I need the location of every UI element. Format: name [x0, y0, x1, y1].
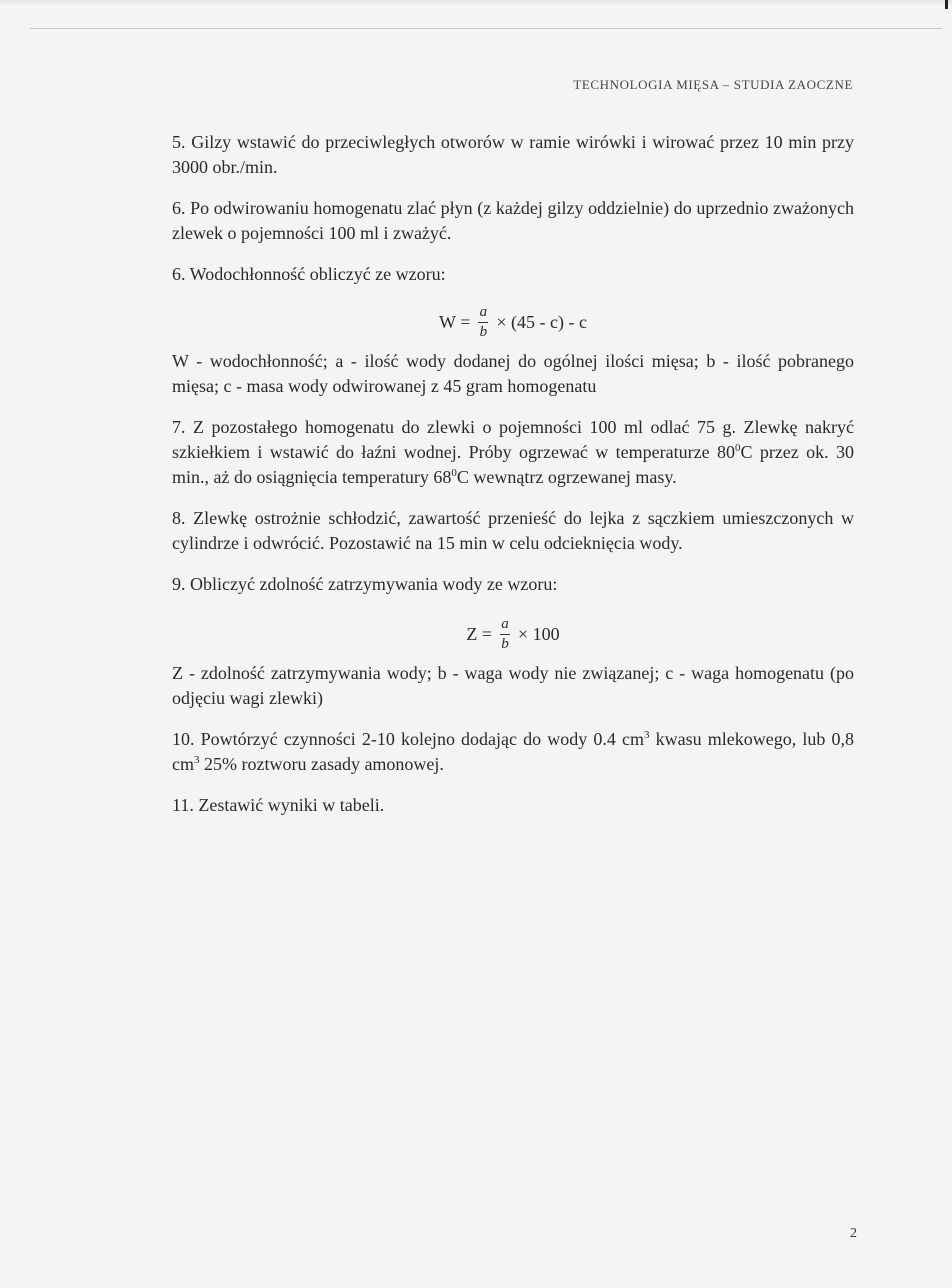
step-7-text-1: 7. Z pozostałego homogenatu do zlewki o pojemności 100 ml odlać 75 g. Zlewkę nakryć szkiełkiem i wstawić do łaźni wodnej. Próby ogrzewać w temperaturze 80: [172, 417, 854, 462]
formula1-fraction: [478, 304, 488, 341]
formula-wodochlonnosc: [172, 299, 854, 345]
formula2-numerator: a: [501, 615, 509, 632]
legend-2: Z - zdolność zatrzymywania wody; b - waga wody nie związanej; c - waga homogenatu (po odjęciu wagi zlewki): [172, 663, 854, 708]
formula1-lhs: W =: [439, 311, 471, 332]
formula2-fraction: [500, 616, 510, 653]
step-7-text-2: C przez ok. 30 min., aż do osiągnięcia temperatury 68: [172, 442, 855, 487]
step-9: 9. Obliczyć zdolność zatrzymywania wody ze wzoru:: [172, 574, 558, 594]
corner-mark: [945, 0, 948, 9]
fraction-bar: [500, 634, 510, 635]
step-10-text-1: 10. Powtórzyć czynności 2-10 kolejno dodając do wody 0.4 cm: [172, 729, 645, 749]
step-5: 5. Gilzy wstawić do przeciwległych otworów w ramie wirówki i wirować przez 10 min przy 3000 obr./min.: [172, 132, 854, 177]
step-10-text-2: kwasu mlekowego, lub 0,8 cm: [172, 729, 854, 774]
page-number: 2: [850, 1226, 857, 1241]
step-7-text-3: C wewnątrz ogrzewanej masy.: [456, 467, 677, 487]
fraction-bar: [478, 322, 488, 323]
formula1-rhs: × (45 - c) - c: [496, 311, 587, 332]
step-10: [172, 727, 854, 777]
degree-sup-2: 0: [451, 467, 457, 479]
top-rule: [30, 28, 942, 29]
formula-zdolnosc: [172, 611, 854, 657]
step-11: 11. Zestawić wyniki w tabeli.: [172, 795, 385, 815]
running-header: TECHNOLOGIA MIĘSA – STUDIA ZAOCZNE: [573, 77, 853, 92]
formula2-denominator: b: [501, 635, 509, 652]
step-6a: 6. Po odwirowaniu homogenatu zlać płyn (z każdej gilzy oddzielnie) do uprzednio zważonych zlewek o pojemności 100 ml i zważyć.: [172, 198, 854, 243]
degree-sup-1: 0: [734, 442, 741, 454]
step-7: [172, 415, 854, 490]
formula1-denominator: b: [479, 323, 488, 340]
formula2-rhs: × 100: [518, 623, 560, 644]
step-8: 8. Zlewkę ostrożnie schłodzić, zawartość przenieść do lejka z sączkiem umieszczonych w cylindrze i odwrócić. Pozostawić na 15 min w celu odcieknięcia wody.: [172, 508, 854, 553]
page-content: [172, 130, 854, 830]
step-6b: 6. Wodochłonność obliczyć ze wzoru:: [172, 264, 446, 284]
formula2-lhs: Z =: [466, 623, 492, 644]
cube-sup-1: 3: [644, 729, 650, 741]
cube-sup-2: 3: [194, 754, 200, 766]
step-10-text-3: 25% roztworu zasady amonowej.: [199, 754, 444, 774]
scan-edge: [0, 0, 952, 6]
legend-1: W - wodochłonność; a - ilość wody dodanej do ogólnej ilości mięsa; b - ilość pobranego mięsa; c - masa wody odwirowanej z 45 gram homogenatu: [172, 351, 854, 396]
formula1-numerator: a: [479, 303, 488, 320]
